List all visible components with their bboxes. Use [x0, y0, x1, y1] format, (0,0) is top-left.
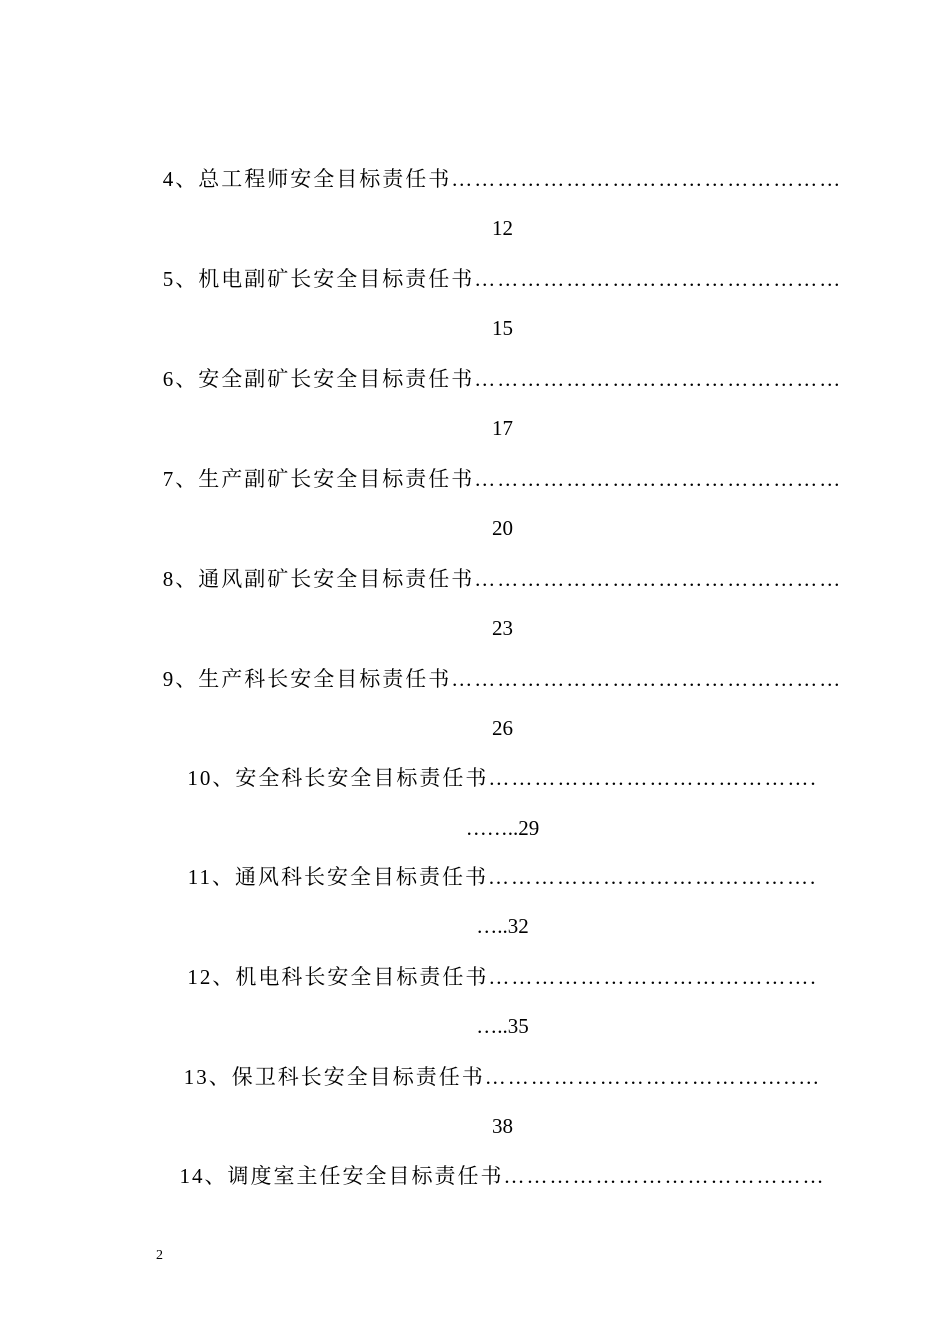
toc-entry-14[interactable]: 14、调度室主任安全目标责任书……………………………………	[179, 1164, 826, 1188]
toc-entry-7[interactable]: 7、生产副矿长安全目标责任书…………………………………………	[162, 467, 843, 491]
toc-page-11[interactable]: …..32	[476, 914, 529, 938]
toc-page-10[interactable]: ……..29	[465, 816, 540, 840]
toc-entry-11[interactable]: 11、通风科长安全目标责任书…………………………………….	[187, 865, 818, 889]
toc-page-13[interactable]: 38	[492, 1114, 513, 1138]
toc-entry-4[interactable]: 4、总工程师安全目标责任书……………………………………………	[162, 167, 843, 191]
toc-page-12[interactable]: …..35	[476, 1014, 529, 1038]
page-number: 2	[156, 1248, 163, 1263]
toc-page-9[interactable]: 26	[492, 716, 513, 740]
toc-page-5[interactable]: 15	[492, 316, 513, 340]
toc-entry-5[interactable]: 5、机电副矿长安全目标责任书…………………………………………	[162, 267, 843, 291]
toc-page-8[interactable]: 23	[492, 616, 513, 640]
toc-entry-10[interactable]: 10、安全科长安全目标责任书…………………………………….	[187, 766, 818, 790]
toc-entry-9[interactable]: 9、生产科长安全目标责任书……………………………………………	[162, 667, 843, 691]
toc-entry-8[interactable]: 8、通风副矿长安全目标责任书…………………………………………	[162, 567, 843, 591]
toc-page-7[interactable]: 20	[492, 516, 513, 540]
toc-page-4[interactable]: 12	[492, 216, 513, 240]
toc-entry-6[interactable]: 6、安全副矿长安全目标责任书…………………………………………	[162, 367, 843, 391]
toc-page-6[interactable]: 17	[492, 416, 513, 440]
toc-entry-13[interactable]: 13、保卫科长安全目标责任书…………………………………..…	[183, 1065, 822, 1089]
toc-entry-12[interactable]: 12、机电科长安全目标责任书…………………………………….	[187, 965, 818, 989]
